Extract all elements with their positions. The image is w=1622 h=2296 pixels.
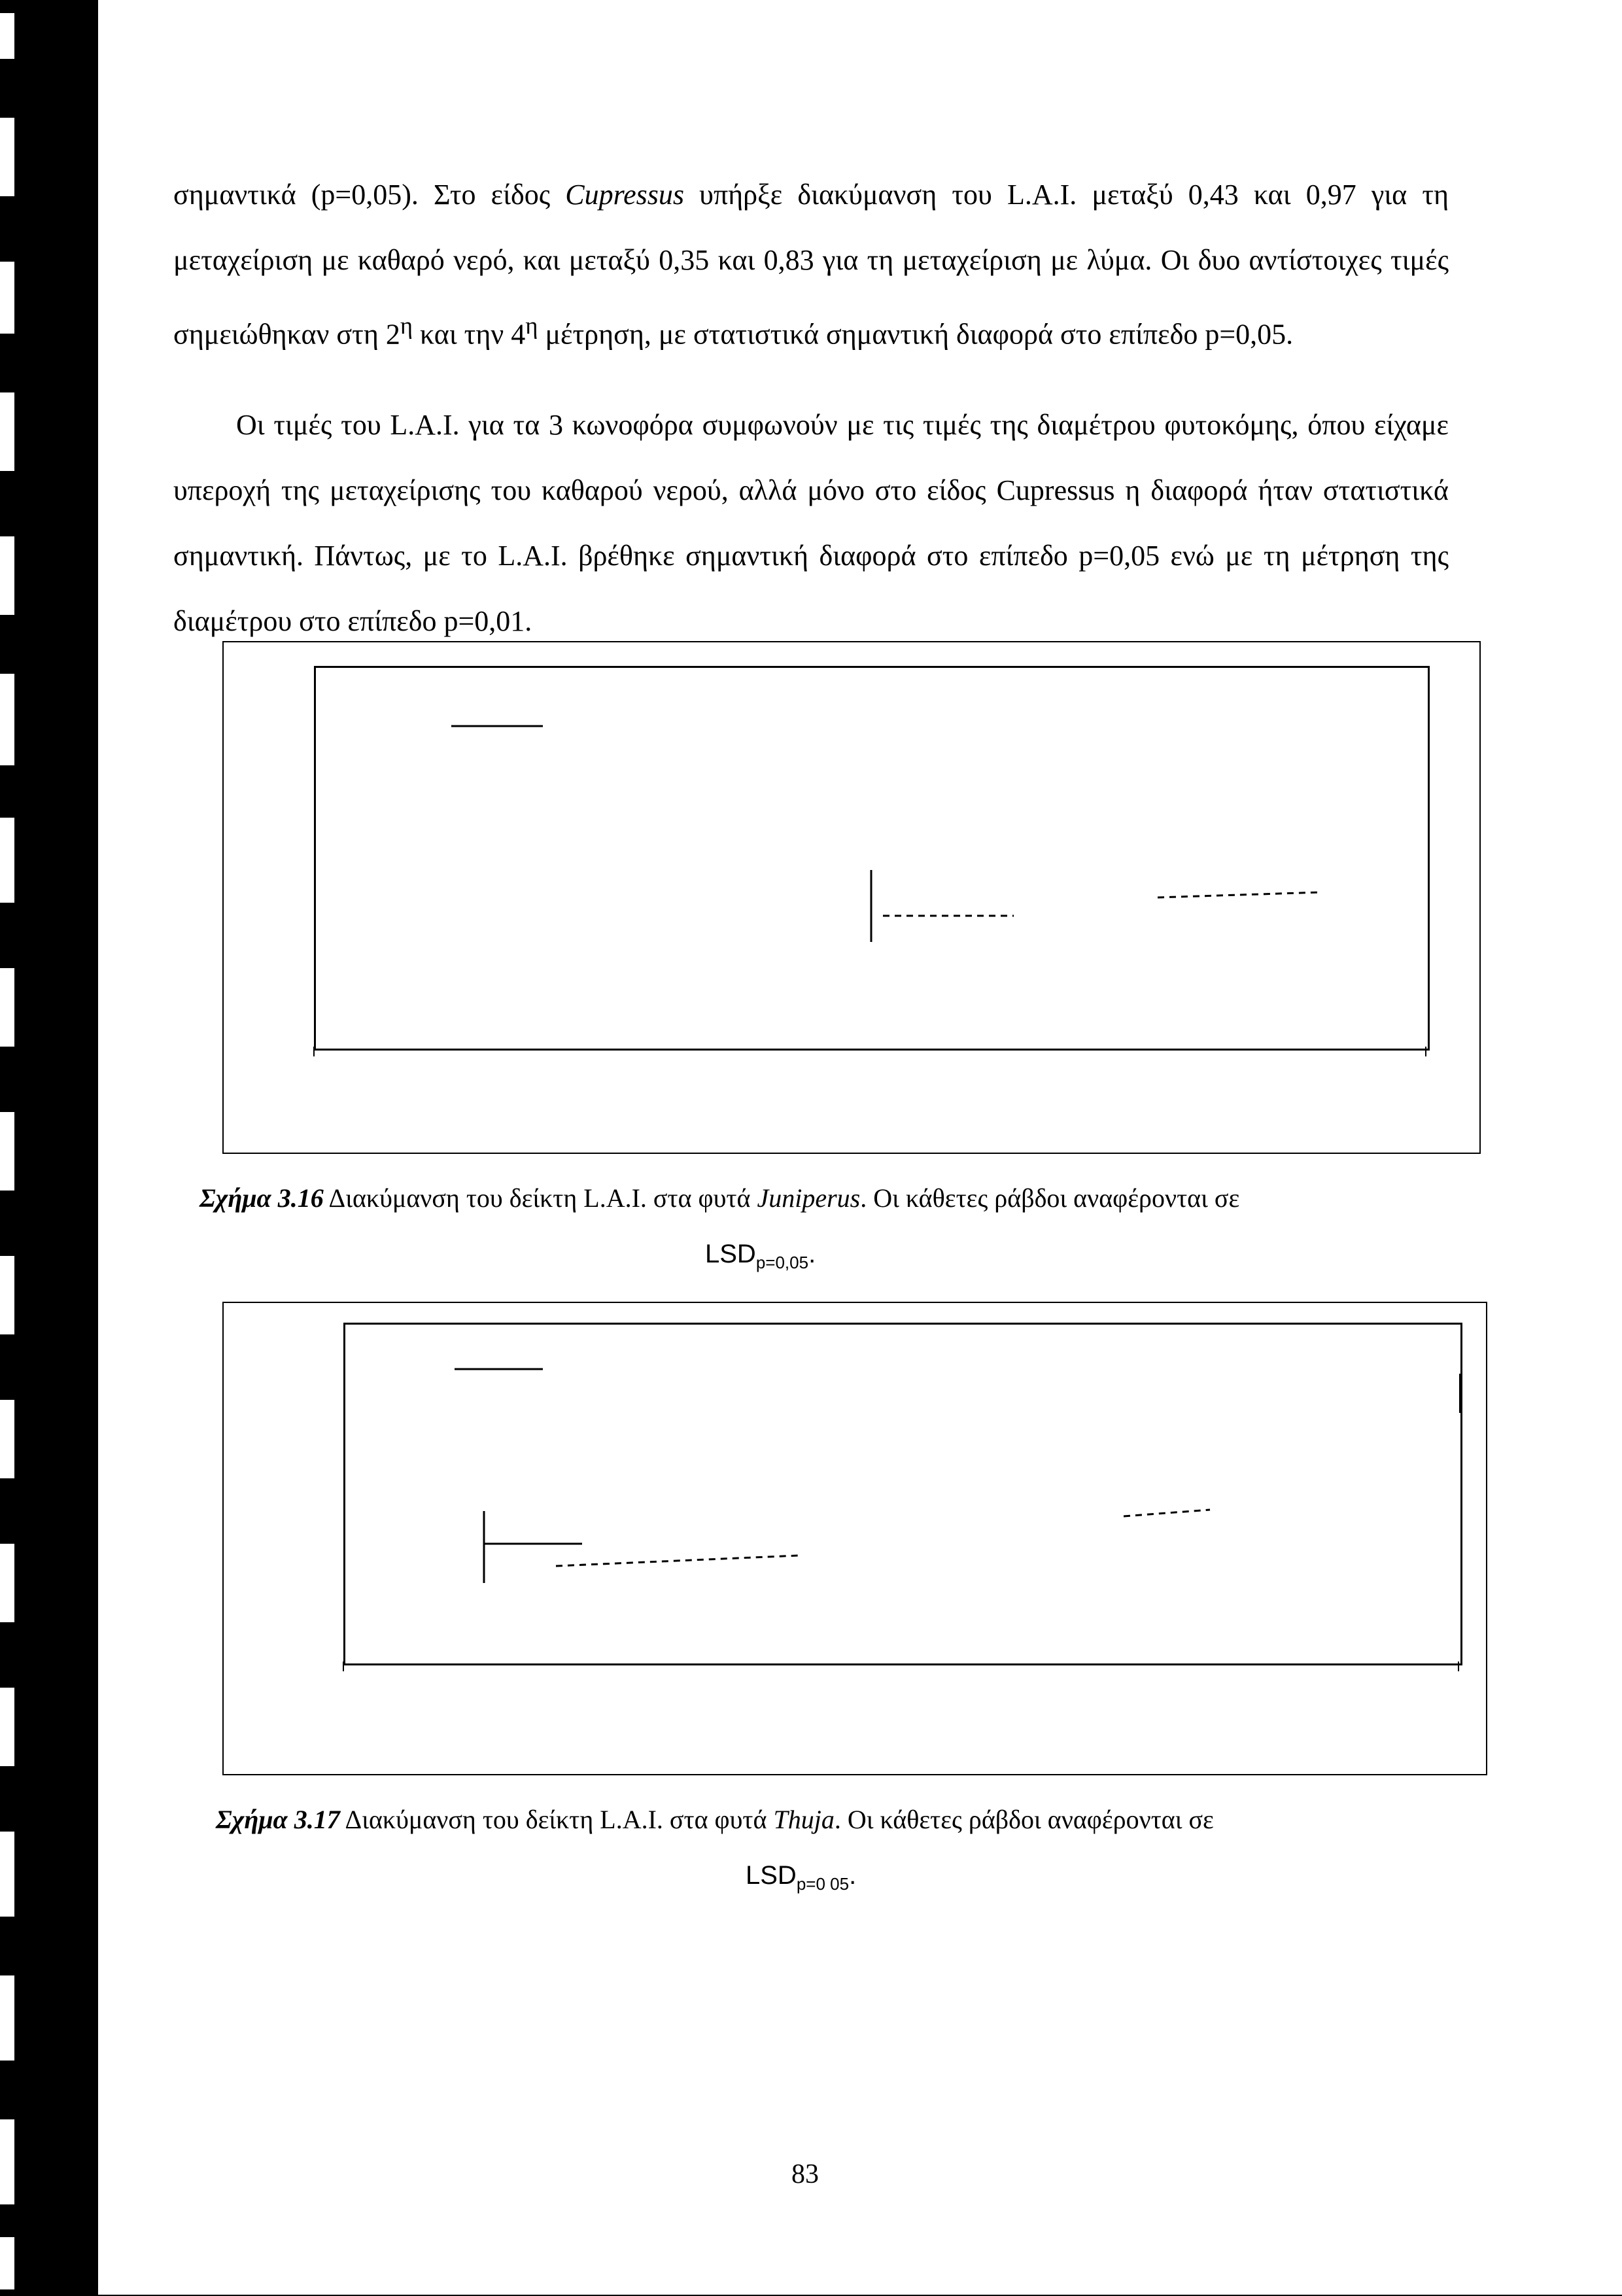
border-mark xyxy=(0,2119,14,2204)
border-mark xyxy=(0,674,14,765)
figure-3-16-caption: Σχήμα 3.16 Διακύμανση του δείκτη L.A.I. στα φυτά Juniperus. Οι κάθετες ράβδοι αναφέρονται σε xyxy=(199,1183,1240,1213)
border-mark xyxy=(0,1400,14,1478)
border-mark xyxy=(0,1688,14,1766)
taxon-name: Thuja xyxy=(773,1805,835,1834)
border-mark xyxy=(0,818,14,903)
border-mark xyxy=(0,1256,14,1334)
series-segment-dashed xyxy=(1124,1510,1210,1516)
border-mark xyxy=(0,536,14,615)
border-mark xyxy=(0,262,14,334)
figure-3-17-marks xyxy=(98,0,1622,2295)
document-page xyxy=(98,0,1622,2295)
border-mark xyxy=(0,1112,14,1191)
border-mark xyxy=(0,118,14,196)
taxon-name: Juniperus xyxy=(757,1183,861,1213)
border-mark xyxy=(0,968,14,1047)
figure-3-17-lsd: $LSD_{p=0 05}$. xyxy=(746,1861,857,1894)
paragraph-1: σημαντικά (p=0,05). Στο είδος Cupressus υπήρξε διακύμανση του L.A.I. μεταξύ 0,43 και 0,97 για τη μεταχείριση με καθαρό νερό, και μεταξύ 0,35 και 0,83 για τη μεταχείριση με λύμα. Οι δυο αντίστοιχες τιμές σημειώθηκαν στη $2^\eta$ και την $4^\eta$ μέτρηση, με στατιστικά σημαντική διαφορά στο επίπεδο p=0,05. xyxy=(173,179,1449,351)
page-number: 83 xyxy=(791,2159,819,2189)
border-mark xyxy=(0,392,14,471)
border-mark xyxy=(0,1832,14,1917)
species-name: Cupressus xyxy=(565,179,685,211)
border-mark xyxy=(0,2237,14,2289)
border-mark xyxy=(0,13,14,59)
border-mark xyxy=(0,1975,14,2061)
series-segment-dashed xyxy=(556,1556,798,1566)
paragraph-2: Οι τιμές του L.A.I. για τα 3 κωνοφόρα συμφωνούν με τις τιμές της διαμέτρου φυτοκόμης, όπου είχαμε υπεροχή της μεταχείρισης του καθαρού νερού, αλλά μόνο στο είδος Cupressus η διαφορά ήταν στατιστικά σημαντική. Πάντως, με το L.A.I. βρέθηκε σημαντική διαφορά στο επίπεδο p=0,05 ενώ με τη μέτρηση της διαμέτρου στο επίπεδο p=0,01. xyxy=(173,409,1449,637)
figure-number: Σχήμα 3.17 xyxy=(216,1805,340,1834)
figure-3-17-caption: Σχήμα 3.17 Διακύμανση του δείκτη L.A.I. στα φυτά Thuja. Οι κάθετες ράβδοι αναφέρονται σε xyxy=(216,1805,1214,1834)
figure-number: Σχήμα 3.16 xyxy=(199,1183,324,1213)
border-mark xyxy=(0,1544,14,1622)
figure-3-16-lsd: $LSD_{p=0,05}$. xyxy=(705,1240,816,1272)
